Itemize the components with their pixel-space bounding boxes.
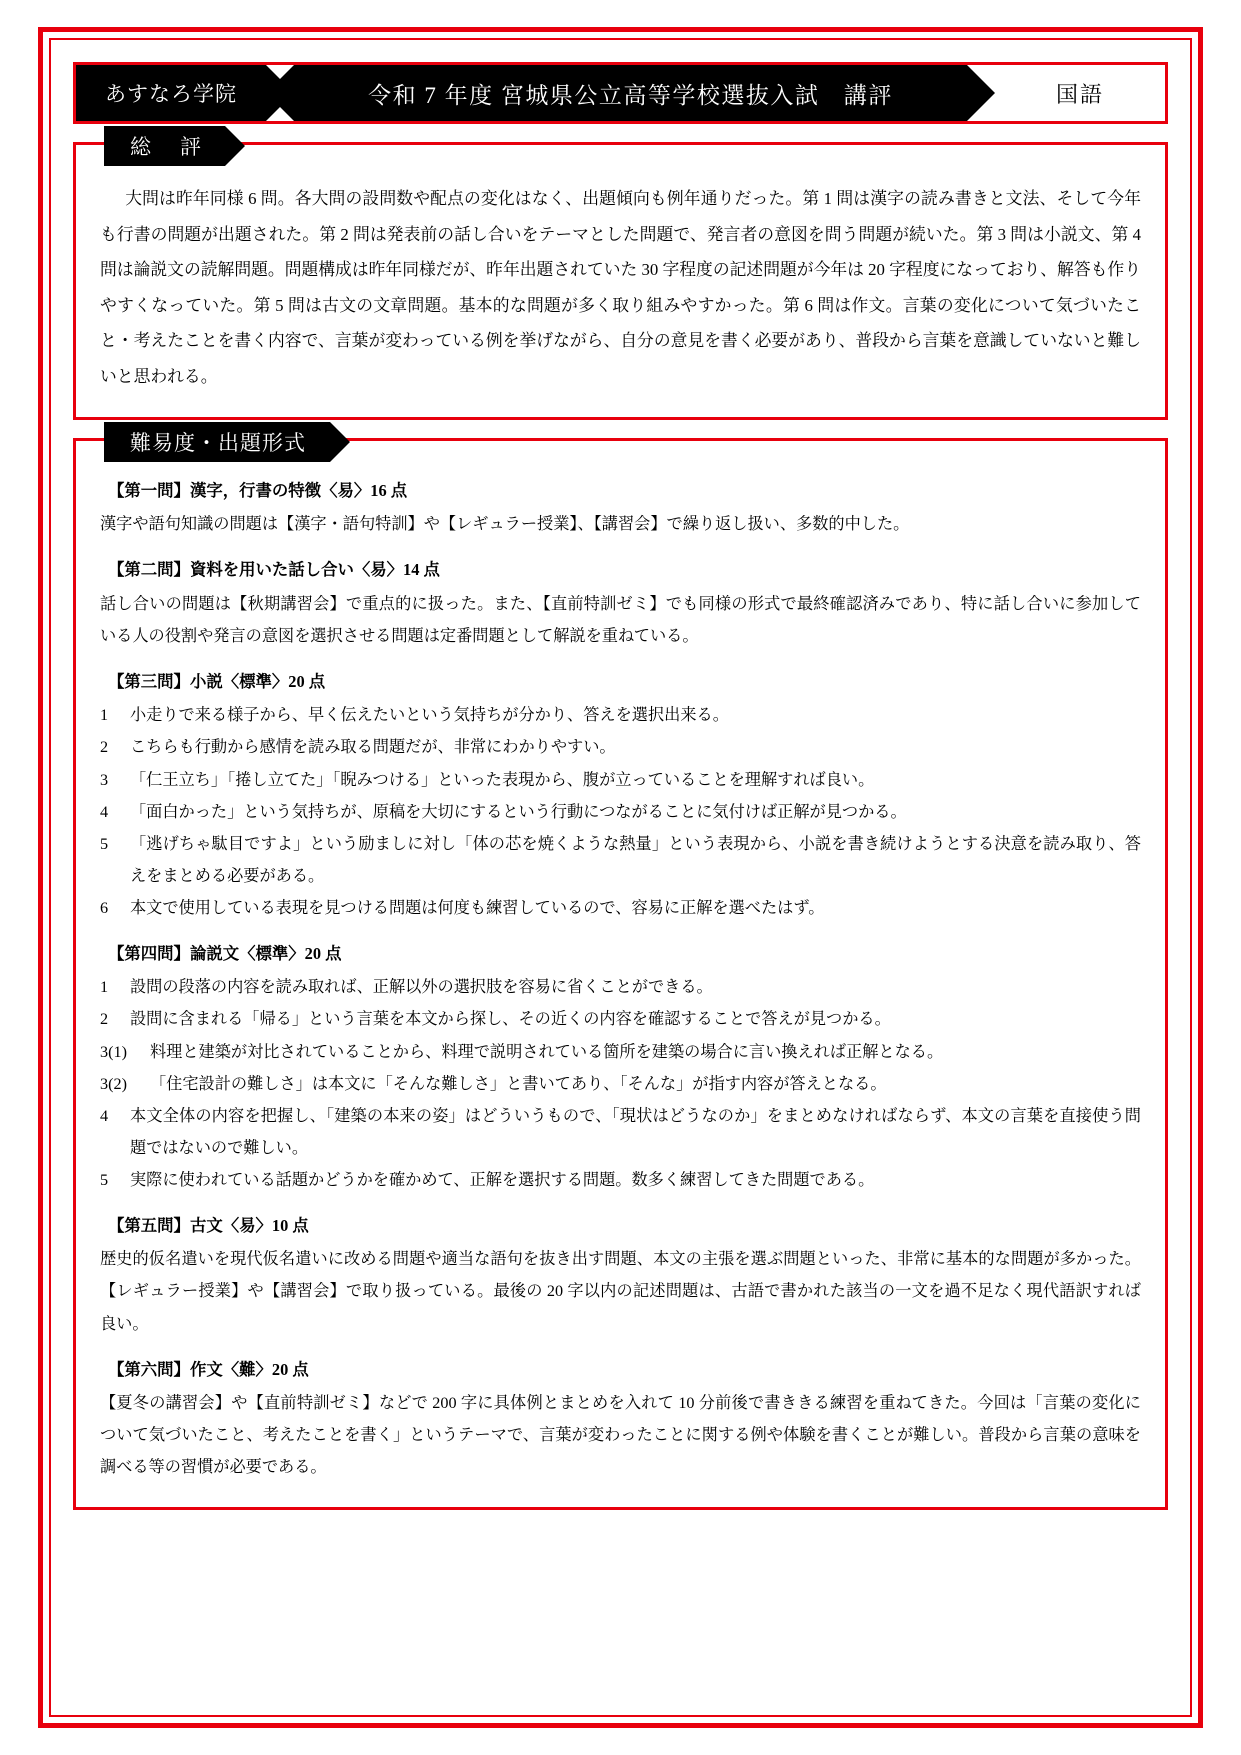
question-item-number: 2 (100, 738, 109, 757)
question-item-number: 4 (100, 1106, 109, 1125)
difficulty-section-tab: 難易度・出題形式 (104, 422, 330, 462)
question-heading: 【第二問】資料を用いた話し合い〈易〉14 点 (108, 560, 440, 580)
question-item (100, 699, 1141, 731)
question-item (100, 1100, 1141, 1164)
question-item-number: 1 (100, 706, 109, 725)
question-item (100, 1036, 1141, 1068)
question-item-text: 本文で使用している表現を見つける問題は何度も練習しているので、容易に正解を選べたはず。 (130, 898, 825, 917)
question-item-number: 4 (100, 802, 109, 821)
outer-red-frame (38, 27, 1203, 1728)
question-item-number: 3(1) (100, 1042, 127, 1061)
page-title: 令和 7 年度 宮城県公立高等学校選抜入試 講評 (294, 65, 967, 121)
question-item-text: 実際に使われている話題かどうかを確かめて、正解を選択する問題。数多く練習してきた問題である。 (130, 1170, 875, 1189)
question-item-text: 「仁王立ち」「捲し立てた」「睨みつける」といった表現から、腹が立っていることを理解すれば良い。 (130, 770, 875, 789)
question-item-number: 6 (100, 898, 109, 917)
question-heading: 【第四問】論説文〈標準〉20 点 (108, 943, 342, 963)
question-item (100, 796, 1141, 828)
question-item-number: 2 (100, 1010, 109, 1029)
question-heading: 【第一問】漢字，行書の特徴〈易〉16 点 (108, 480, 408, 500)
question-item-text: 「面白かった」という気持ちが、原稿を大切にするという行動につながることに気付けば正解が見つかる。 (130, 802, 907, 821)
question-heading: 【第五問】古文〈易〉10 点 (108, 1215, 309, 1235)
question-paragraph: 歴史的仮名遣いを現代仮名遣いに改める問題や適当な語句を抜き出す問題、本文の主張を選ぶ問題といった、非常に基本的な問題が多かった。【レギュラー授業】や【講習会】で取り扱っている。最後の 20 字以内の記述問題は、古語で書かれた該当の一文を過不足なく現代語訳すれば良い。 (100, 1250, 1141, 1333)
overview-body (76, 145, 1165, 417)
overview-paragraph: 大問は昨年同様 6 問。各大問の設問数や配点の変化はなく、出題傾向も例年通りだった。第 1 問は漢字の読み書きと文法、そして今年も行書の問題が出題された。第 2 問は発表前の話し合いをテーマとした問題で、発言者の意図を問う問題が続いた。第 3 問は小説文、第 4 問は論説文の読解問題。問題構成は昨年同様だが、昨年出題されていた 30 字程度の記述問題が今年は 20 字程度になっており、解答も作りやすくなっていた。第 5 問は古文の文章問題。基本的な問題が多く取り組みやすかった。第 6 問は作文。言葉の変化について気づいたこと・考えたことを書く内容で、言葉が変わっている例を挙げながら、自分の意見を書く必要があり、普段から言葉を意識していないと難しいと思われる。 (100, 189, 1141, 387)
question-item-text: 設問に含まれる「帰る」という言葉を本文から探し、その近くの内容を確認することで答えが見つかる。 (130, 1010, 891, 1029)
question-item-number: 5 (100, 1170, 109, 1189)
document-title-bar (73, 62, 1168, 124)
question-item-text: 本文全体の内容を把握し、「建築の本来の姿」はどういうもので、「現状はどうなのか」をまとめなければならず、本文の言葉を直接使う問題ではないので難しい。 (130, 1106, 1141, 1157)
question-item-number: 3(2) (100, 1074, 127, 1093)
question-item-text: 料理と建築が対比されていることから、料理で説明されている箇所を建築の場合に言い換えれば正解となる。 (150, 1042, 944, 1061)
question-heading: 【第三問】小説〈標準〉20 点 (108, 671, 326, 691)
question-item (100, 1068, 1141, 1100)
subject-label: 国語 (995, 65, 1165, 121)
question-item-number: 5 (100, 834, 109, 853)
question-paragraph: 【夏冬の講習会】や【直前特訓ゼミ】などで 200 字に具体例とまとめを入れて 10 分前後で書ききる練習を重ねてきた。今回は「言葉の変化について気づいたこと、考えたことを書く」というテーマで、言葉が変わったことに関する例や体験を書くことが難しい。普段から言葉の意味を調べる等の習慣が必要である。 (100, 1394, 1141, 1477)
question-item-text: こちらも行動から感情を読み取る問題だが、非常にわかりやすい。 (130, 738, 616, 757)
question-item (100, 1164, 1141, 1196)
question-item (100, 892, 1141, 924)
question-item (100, 828, 1141, 892)
brand-label: あすなろ学院 (76, 65, 266, 121)
difficulty-body (76, 441, 1165, 1508)
question-item (100, 764, 1141, 796)
difficulty-section (73, 430, 1168, 1511)
overview-section-tab: 総 評 (104, 126, 225, 166)
question-item-number: 1 (100, 978, 109, 997)
inner-red-frame (49, 38, 1192, 1717)
question-item (100, 971, 1141, 1003)
question-item-number: 3 (100, 770, 109, 789)
question-heading: 【第六問】作文〈難〉20 点 (108, 1359, 309, 1379)
question-item (100, 1003, 1141, 1035)
question-paragraph: 漢字や語句知識の問題は【漢字・語句特訓】や【レギュラー授業】、【講習会】で繰り返し扱い、多数的中した。 (100, 515, 910, 534)
overview-section (73, 135, 1168, 420)
question-item-text: 「住宅設計の難しさ」は本文に「そんな難しさ」と書いてあり、「そんな」が指す内容が答えとなる。 (150, 1074, 887, 1093)
question-item (100, 731, 1141, 763)
question-paragraph: 話し合いの問題は【秋期講習会】で重点的に扱った。また、【直前特訓ゼミ】でも同様の形式で最終確認済みであり、特に話し合いに参加している人の役割や発言の意図を選択させる問題は定番問題として解説を重ねている。 (100, 594, 1141, 645)
question-item-text: 小走りで来る様子から、早く伝えたいという気持ちが分かり、答えを選択出来る。 (130, 706, 729, 725)
question-item-text: 設問の段落の内容を読み取れば、正解以外の選択肢を容易に省くことができる。 (130, 978, 713, 997)
question-item-text: 「逃げちゃ駄目ですよ」という励ましに対し「体の芯を焼くような熱量」という表現から、小説を書き続けようとする決意を読み取り、答えをまとめる必要がある。 (130, 834, 1141, 885)
